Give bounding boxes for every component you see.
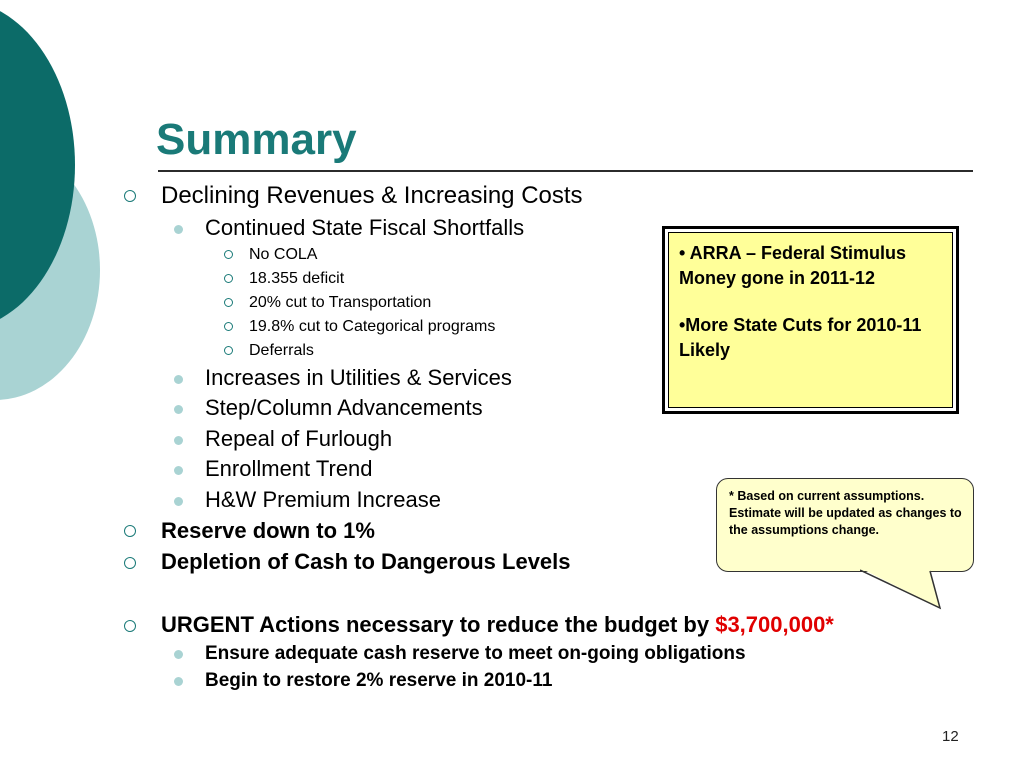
arra-callout-content xyxy=(668,232,953,408)
bullet-deficit: 18.355 deficit xyxy=(249,270,345,287)
bullet-deferrals: Deferrals xyxy=(249,342,314,359)
bullet-small-hollow-icon xyxy=(224,322,233,331)
bullet-dot-icon xyxy=(174,497,183,506)
bullet-utilities: Increases in Utilities & Services xyxy=(205,365,512,390)
bullet-hw-premium: H&W Premium Increase xyxy=(205,487,441,512)
bullet-dot-icon xyxy=(174,436,183,445)
bullet-hollow-icon xyxy=(124,557,136,569)
bullet-small-hollow-icon xyxy=(224,274,233,283)
bullet-dot-icon xyxy=(174,375,183,384)
bullet-declining-revenues: Declining Revenues & Increasing Costs xyxy=(161,182,583,209)
bullet-small-hollow-icon xyxy=(224,346,233,355)
urgent-text: URGENT Actions necessary to reduce the budget by xyxy=(161,612,716,637)
callout-arra-text: • ARRA – Federal Stimulus Money gone in 2011-12 xyxy=(679,243,907,288)
title-divider xyxy=(158,170,973,172)
bullet-hollow-icon xyxy=(124,620,136,632)
page-number: 12 xyxy=(942,728,959,745)
bullet-step-column: Step/Column Advancements xyxy=(205,395,483,420)
bullet-dot-icon xyxy=(174,466,183,475)
bullet-small-hollow-icon xyxy=(224,298,233,307)
bullet-categorical-cut: 19.8% cut to Categorical programs xyxy=(249,318,496,335)
bullet-restore: Begin to restore 2% reserve in 2010-11 xyxy=(205,670,553,691)
slide-title: Summary xyxy=(156,115,357,164)
bullet-dot-icon xyxy=(174,405,183,414)
bullet-reserve: Reserve down to 1% xyxy=(161,518,375,543)
bullet-urgent xyxy=(161,612,834,638)
bullet-state-shortfalls: Continued State Fiscal Shortfalls xyxy=(205,215,525,240)
bullet-enrollment: Enrollment Trend xyxy=(205,456,373,481)
bullet-furlough: Repeal of Furlough xyxy=(205,426,393,451)
bullet-dot-icon xyxy=(174,650,183,659)
bullet-small-hollow-icon xyxy=(224,250,233,259)
callout-cuts-text: •More State Cuts for 2010-11 Likely xyxy=(679,315,922,360)
bullet-cash-reserve: Ensure adequate cash reserve to meet on-going obligations xyxy=(205,643,746,664)
bullet-transport-cut: 20% cut to Transportation xyxy=(249,294,432,311)
speech-bubble-tail xyxy=(860,568,950,612)
bullet-no-cola: No COLA xyxy=(249,246,318,263)
arra-callout-box xyxy=(662,226,959,414)
budget-amount: $3,700,000* xyxy=(715,612,834,637)
bullet-dot-icon xyxy=(174,225,183,234)
bullet-hollow-icon xyxy=(124,525,136,537)
bullet-hollow-icon xyxy=(124,190,136,202)
bullet-dot-icon xyxy=(174,677,183,686)
assumptions-note-bubble xyxy=(716,478,974,572)
assumptions-note-text: * Based on current assumptions. Estimate will be updated as changes to the assumptions change. xyxy=(729,489,962,537)
bullet-depletion: Depletion of Cash to Dangerous Levels xyxy=(161,549,571,574)
